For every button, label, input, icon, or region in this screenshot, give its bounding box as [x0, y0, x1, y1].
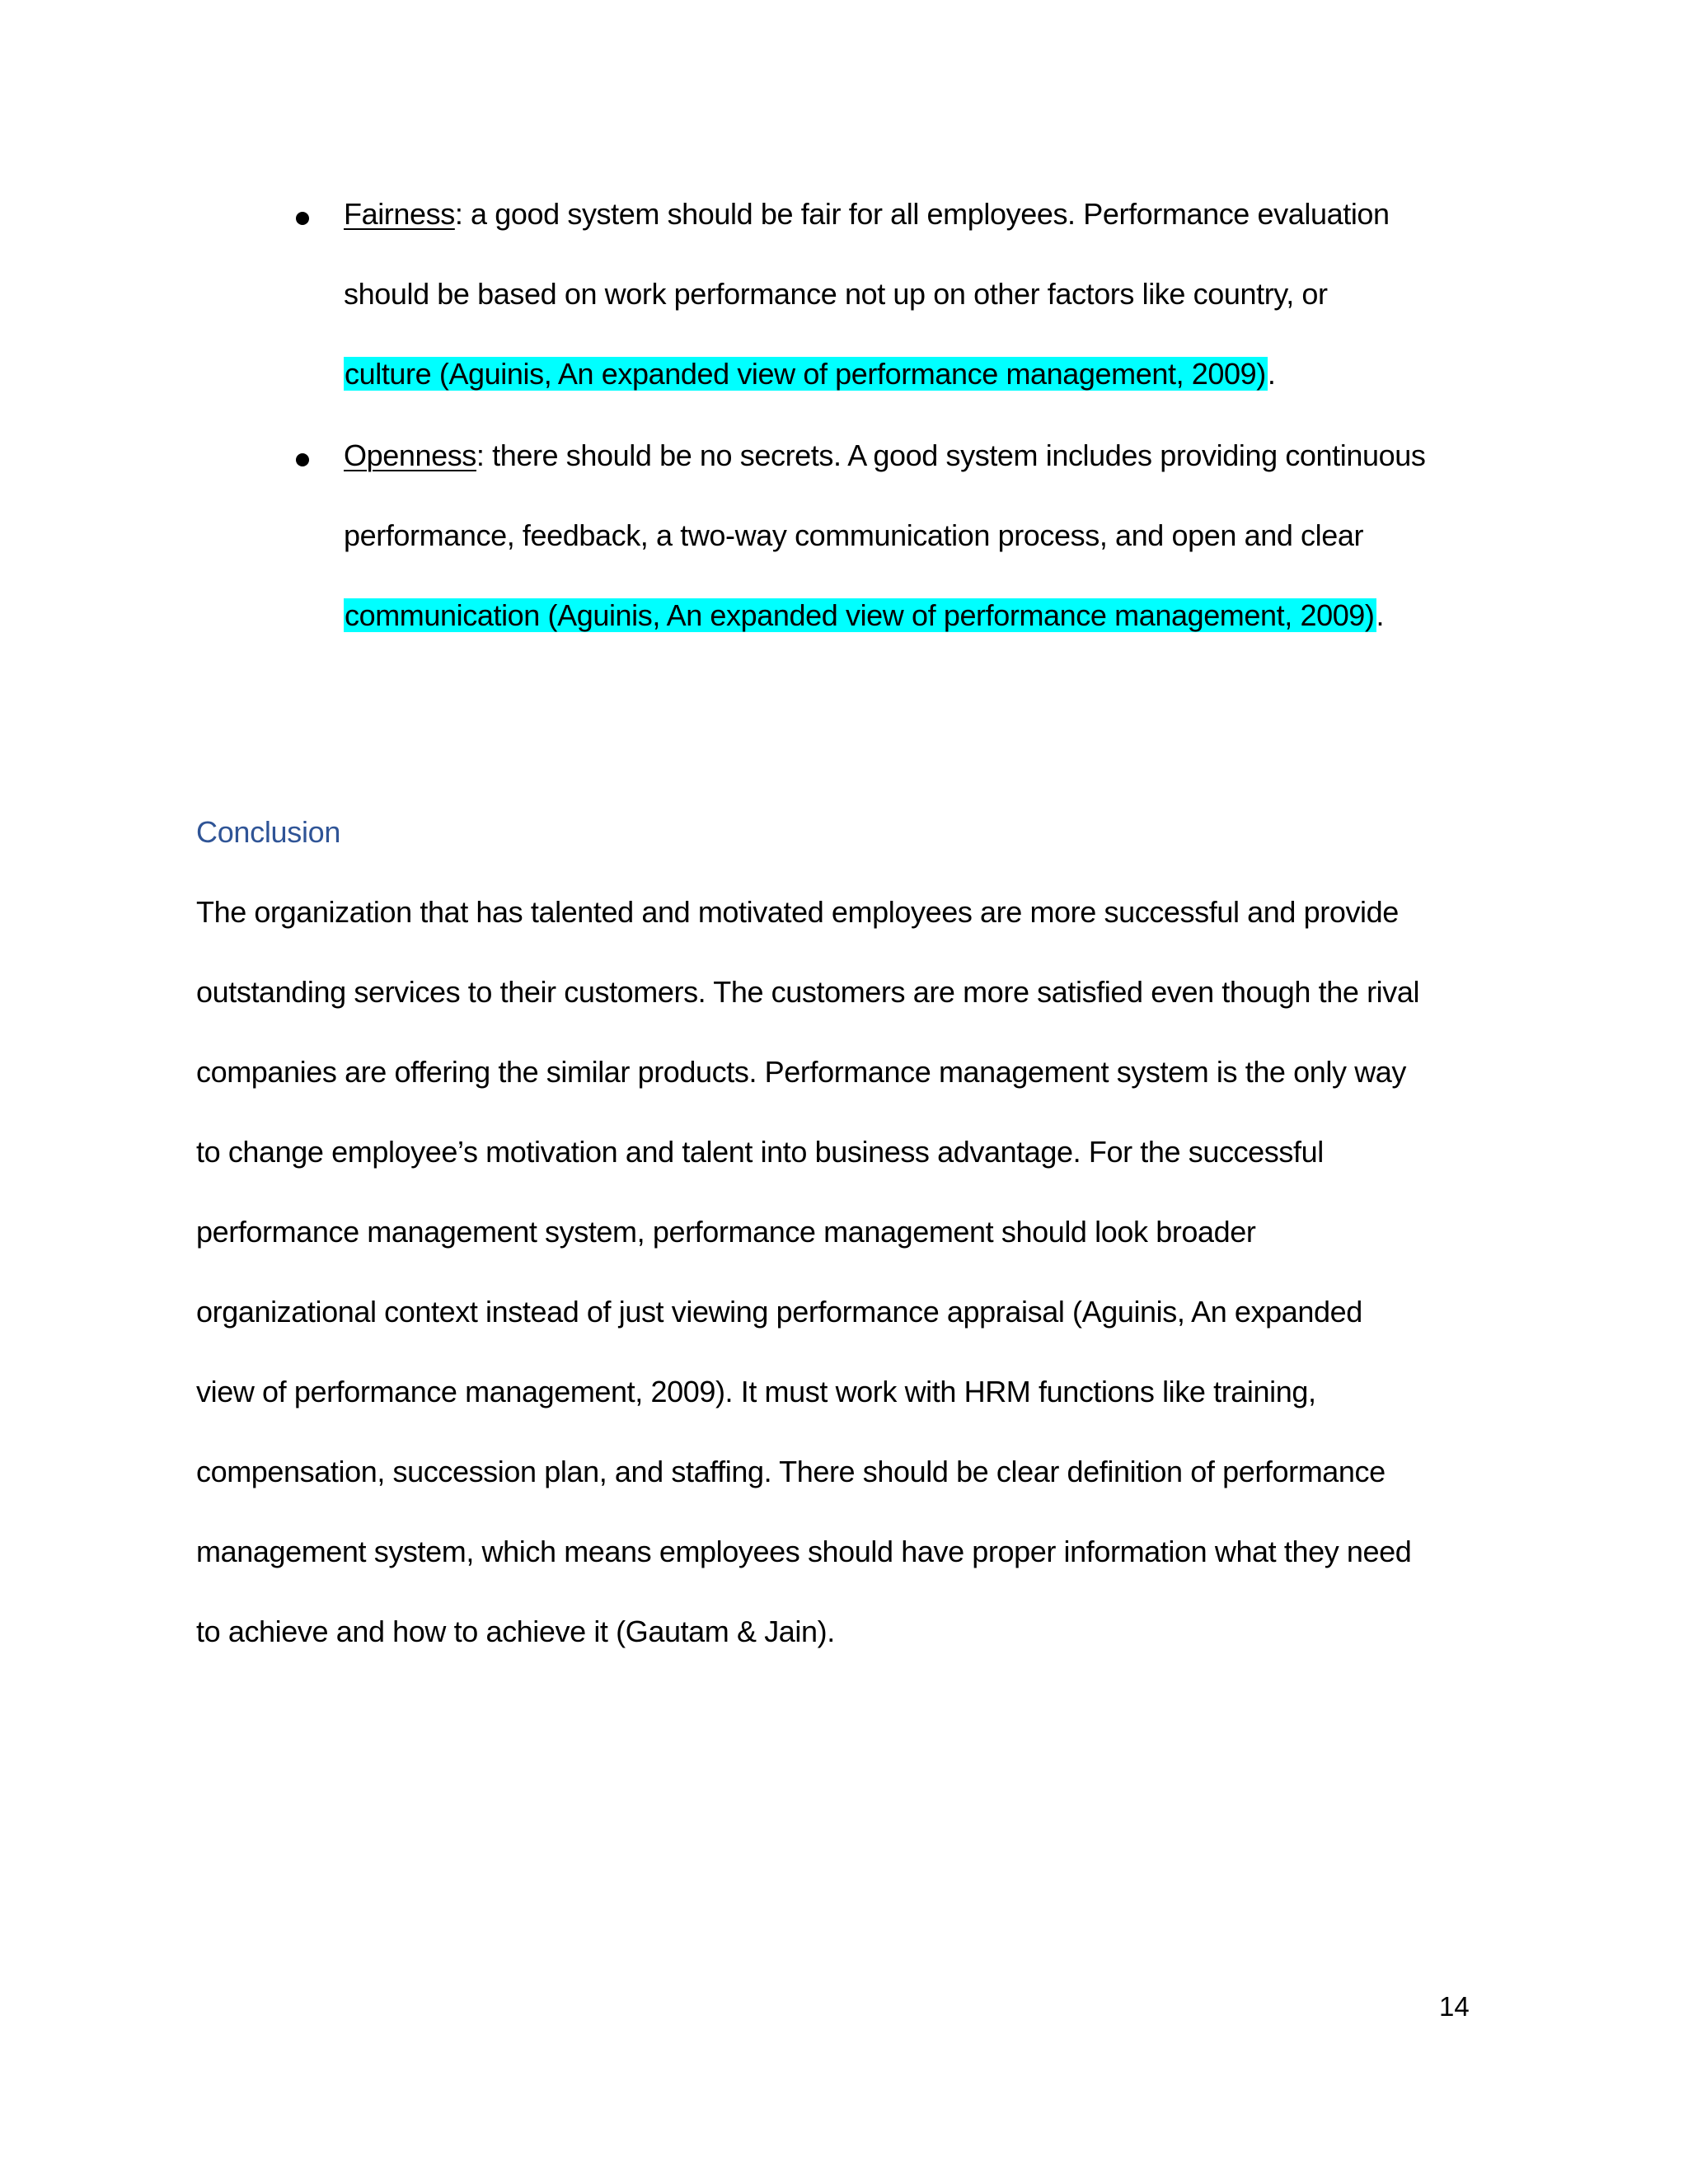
paragraph-line: to achieve and how to achieve it (Gautam & Jain).	[196, 1615, 835, 1648]
paragraph-line: organizational context instead of just viewing performance appraisal (Aguinis, An expanded	[196, 1295, 1362, 1329]
bullet-icon	[296, 453, 309, 466]
bullet-line	[344, 354, 1275, 395]
bullet-text: : a good system should be fair for all employees. Performance evaluation	[454, 197, 1390, 231]
bullet-term: Fairness	[344, 197, 455, 231]
bullet-line: performance, feedback, a two-way communication process, and open and clear	[344, 518, 1364, 552]
bullet-text: .	[1267, 357, 1276, 391]
bullet-line	[344, 194, 1390, 235]
bullet-term: Openness	[344, 438, 476, 472]
bullet-line	[344, 435, 1425, 476]
paragraph-line: management system, which means employees should have proper information what they need	[196, 1535, 1412, 1568]
bullet-text: : there should be no secrets. A good system includes providing continuous	[476, 438, 1426, 472]
section-heading: Conclusion	[196, 815, 341, 849]
paragraph-line: performance management system, performance management should look broader	[196, 1215, 1256, 1249]
paragraph-line: outstanding services to their customers. The customers are more satisfied even though the rival	[196, 975, 1420, 1009]
paragraph-line: to change employee’s motivation and talent into business advantage. For the successful	[196, 1135, 1324, 1169]
paragraph-line: companies are offering the similar products. Performance management system is the only way	[196, 1055, 1407, 1089]
bullet-icon	[296, 212, 309, 225]
paragraph-line: view of performance management, 2009). It must work with HRM functions like training,	[196, 1375, 1316, 1408]
bullet-line: should be based on work performance not up on other factors like country, or	[344, 277, 1328, 311]
paragraph-line: The organization that has talented and motivated employees are more successful and provide	[196, 895, 1399, 929]
highlighted-citation: communication (Aguinis, An expanded view of performance management, 2009)	[345, 598, 1375, 632]
highlighted-citation: culture (Aguinis, An expanded view of performance management, 2009)	[345, 357, 1266, 391]
bullet-line	[344, 595, 1384, 636]
bullet-text: .	[1376, 598, 1385, 632]
page-number: 14	[1439, 1991, 1470, 2022]
paragraph-line: compensation, succession plan, and staffing. There should be clear definition of performance	[196, 1455, 1386, 1488]
